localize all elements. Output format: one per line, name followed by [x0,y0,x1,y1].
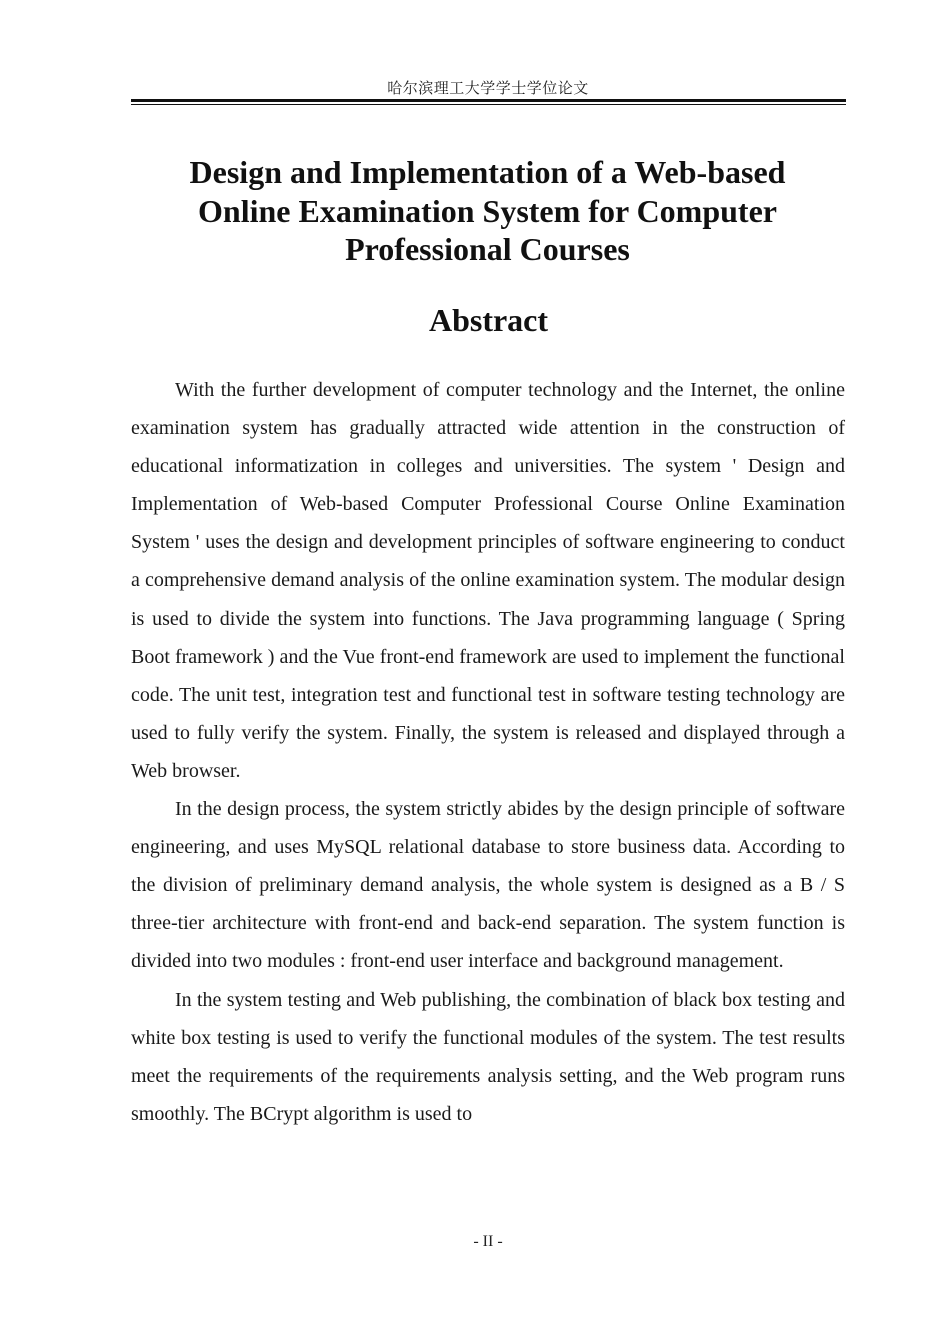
header-rule-thin [131,104,846,105]
page-number: - II - [473,1233,503,1250]
header-rule-thick [131,99,846,102]
abstract-paragraph-3: In the system testing and Web publishing, the combination of black box testing and white box testing is used to verify the functional modules of the system. The test results meet the requirements of the requirements analysis setting, and the Web program runs smoothly. The BCrypt algorithm is used to [131,988,845,1125]
thesis-title: Design and Implementation of a Web-based Online Examination System for Computer Professional Courses [189,154,786,267]
abstract-paragraph-1: With the further development of computer technology and the Internet, the online examination system has gradually attracted wide attention in the construction of educational informatization in colleges and universities. The system ' Design and Implementation of Web-based Computer Professional Course Online Examination System ' uses the design and development principles of software engineering to conduct a comprehensive demand analysis of the online examination system. The modular design is used to divide the system into functions. The Java programming language ( Spring Boot framework ) and the Vue front-end framework are used to implement the functional code. The unit test, integration test and functional test in software testing technology are used to fully verify the system. Finally, the system is released and displayed through a Web browser. [131,379,845,782]
running-header: 哈尔滨理工大学学士学位论文 [387,79,589,97]
abstract-body [131,371,845,1133]
abstract-paragraph-2: In the design process, the system strictly abides by the design principle of software engineering, and uses MySQL relational database to store business data. According to the division of preliminary demand analysis, the whole system is designed as a B / S three-tier architecture with front-end and back-end separation. The system function is divided into two modules : front-end user interface and background management. [131,798,845,973]
abstract-heading: Abstract [428,302,549,338]
